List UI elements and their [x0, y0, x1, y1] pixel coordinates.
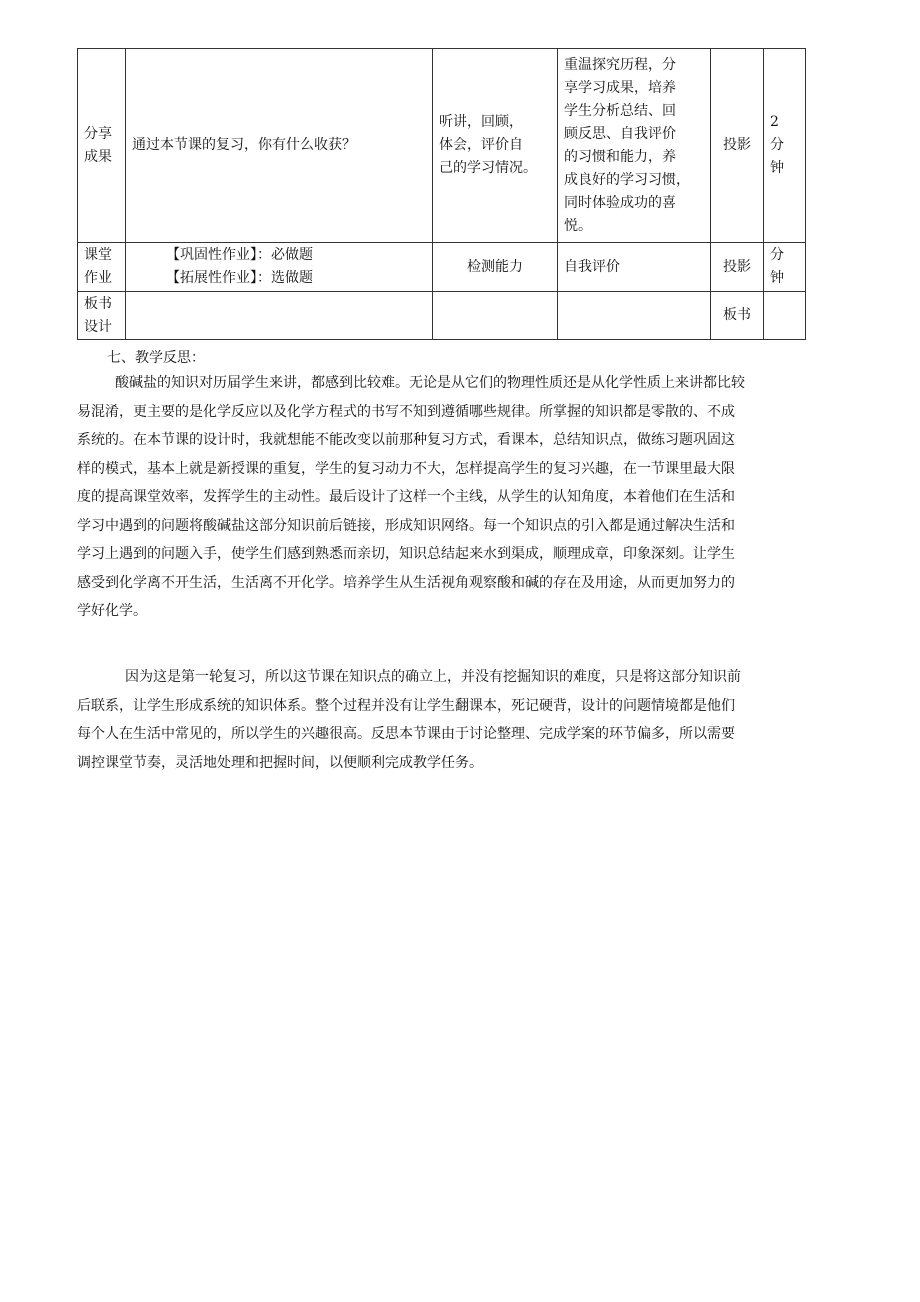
design-intent-cell	[558, 49, 711, 243]
paragraph-line: 学好化学。	[77, 603, 147, 619]
table-row	[78, 49, 806, 243]
time-cell	[764, 243, 806, 292]
teacher-activity-cell	[126, 49, 433, 243]
paragraph-line: 调控课堂节奏，灵活地处理和把握时间，以便顺利完成教学任务。	[77, 754, 483, 771]
media-cell	[711, 243, 764, 292]
paragraph-line: 后联系，让学生形成系统的知识体系。整个过程并没有让学生翻课本，死记硬背，设计的问题情境都是他们	[77, 697, 735, 714]
media-text: 投影	[723, 258, 751, 275]
time-text: 钟	[770, 270, 784, 286]
time-text: 分	[770, 137, 784, 153]
paragraph-line: 学习中遇到的问题将酸碱盐这部分知识前后链接，形成知识网络。每一个知识点的引入都是通过解决生活和	[77, 517, 735, 534]
paragraph-line: 因为这是第一轮复习，所以这节课在知识点的确立上，并没有挖掘知识的难度，只是将这部分知识前	[125, 669, 741, 685]
student-activity-cell	[433, 292, 558, 340]
student-activity-text: 体会，评价自	[439, 137, 523, 153]
media-text: 投影	[723, 137, 751, 153]
table-row	[78, 243, 806, 292]
paragraph-line: 酸碱盐的知识对历届学生来讲，都感到比较难。无论是从它们的物理性质还是从化学性质上来讲都比较	[115, 375, 745, 391]
time-cell	[764, 49, 806, 243]
time-text: 钟	[770, 160, 784, 176]
time-text: 分	[770, 247, 784, 263]
reflection-paragraph-1	[77, 369, 849, 626]
homework-extension: 【拓展性作业】：选做题	[166, 270, 313, 286]
paragraph-line: 度的提高课堂效率，发挥学生的主动性。最后设计了这样一个主线，从学生的认知角度，本着他们在生活和	[77, 489, 735, 505]
design-intent-text: 自我评价	[564, 258, 620, 275]
time-cell	[764, 292, 806, 340]
design-intent-text: 同时体验成功的喜	[564, 194, 676, 211]
reflection-paragraph-2	[77, 663, 849, 777]
design-intent-text: 重温探究历程，分	[564, 56, 676, 73]
lesson-plan-table	[77, 48, 806, 340]
design-intent-cell	[558, 292, 711, 340]
stage-text: 板书	[84, 295, 112, 312]
stage-text: 成果	[84, 148, 112, 165]
design-intent-text: 悦。	[564, 217, 592, 234]
stage-text: 作业	[84, 270, 112, 286]
student-activity-text: 检测能力	[467, 258, 523, 275]
section-heading: 七、教学反思：	[107, 350, 205, 366]
media-cell	[711, 292, 764, 340]
paragraph-line: 学习上遇到的问题入手，使学生们感到熟悉而亲切，知识总结起来水到渠成，顺理成章，印象深刻。让学生	[77, 546, 735, 562]
design-intent-text: 的习惯和能力，养	[564, 148, 676, 165]
stage-cell	[78, 49, 126, 243]
table-row	[78, 292, 806, 340]
stage-text: 设计	[84, 318, 112, 335]
design-intent-text: 顾反思、自我评价	[564, 125, 676, 142]
paragraph-line: 样的模式，基本上就是新授课的重复，学生的复习动力不大，怎样提高学生的复习兴趣，在一节课里最大限	[77, 460, 735, 477]
stage-cell	[78, 243, 126, 292]
time-text: 2	[770, 114, 779, 130]
teacher-activity-cell	[126, 292, 433, 340]
student-activity-text: 听讲，回顾，	[439, 114, 523, 130]
design-intent-text: 学生分析总结、回	[564, 102, 676, 119]
student-activity-cell	[433, 49, 558, 243]
design-intent-text: 成良好的学习习惯，	[564, 171, 690, 188]
media-text: 板书	[723, 307, 751, 323]
teacher-activity-text: 通过本节课的复习，你有什么收获？	[132, 137, 356, 153]
design-intent-cell	[558, 243, 711, 292]
stage-text: 分享	[84, 125, 112, 142]
paragraph-line: 感受到化学离不开生活，生活离不开化学。培养学生从生活视角观察酸和碱的存在及用途，从而更加努力的	[77, 574, 735, 591]
student-activity-cell	[433, 243, 558, 292]
paragraph-line: 每个人在生活中常见的，所以学生的兴趣很高。反思本节课由于讨论整理、完成学案的环节偏多，所以需要	[77, 726, 735, 742]
paragraph-line: 易混淆，更主要的是化学反应以及化学方程式的书写不知到遵循哪些规律。所掌握的知识都是零散的、不成	[77, 403, 735, 420]
design-intent-text: 享学习成果，培养	[564, 79, 676, 96]
homework-consolidation: 【巩固性作业】：必做题	[166, 247, 313, 263]
stage-text: 课堂	[84, 247, 112, 263]
paragraph-line: 系统的。在本节课的设计时，我就想能不能改变以前那种复习方式，看课本，总结知识点，做练习题巩固这	[77, 432, 735, 448]
stage-cell	[78, 292, 126, 340]
teacher-activity-cell	[126, 243, 433, 292]
media-cell	[711, 49, 764, 243]
student-activity-text: 己的学习情况。	[439, 160, 537, 176]
